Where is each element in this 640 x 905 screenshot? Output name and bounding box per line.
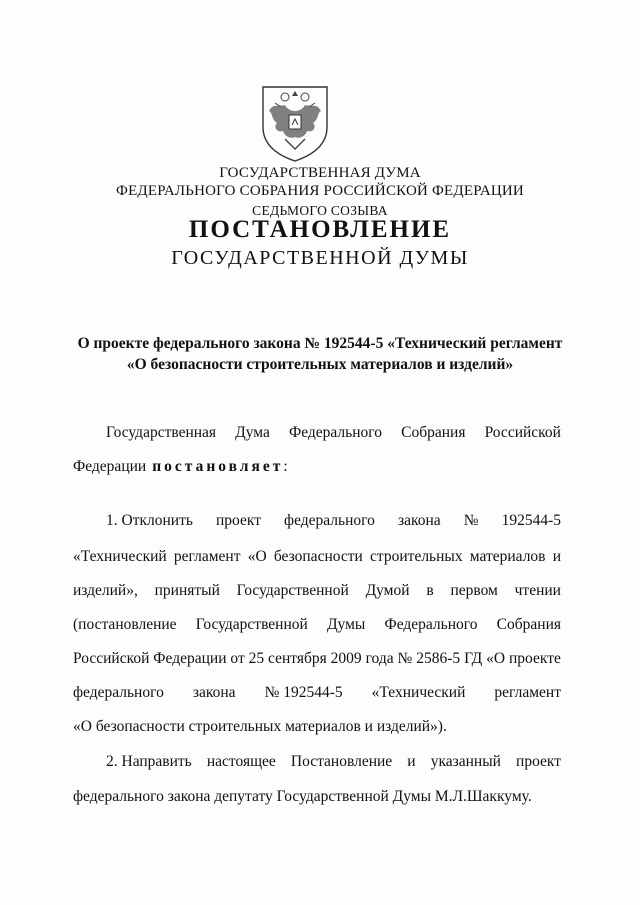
word: безопасности [273,548,363,565]
word: от [230,650,245,667]
word: закона [192,684,236,701]
word: «О [486,650,506,667]
item2-last-line-text: федерального закона депутату Государственной Думы М.Л.Шаккуму. [73,788,532,805]
word: регламент [494,684,561,701]
item1-line6 [73,682,561,704]
word: Государственной [236,582,349,599]
word: «Технический [73,548,167,565]
word: первом [450,582,498,599]
colon: : [283,458,288,475]
resolves-word: постановляет [152,458,284,475]
word: Федерации [153,650,227,667]
word: (постановление [73,616,177,633]
word: № [397,650,413,667]
word: 2586-5 [416,650,461,667]
org-name-line2: ФЕДЕРАЛЬНОГО СОБРАНИЯ РОССИЙСКОЙ ФЕДЕРАЦИИ [116,183,524,199]
word: 2009 [330,650,362,667]
word: Дума [235,424,270,441]
item1-line1 [106,510,561,532]
word: «О [247,548,267,565]
word: года [365,650,394,667]
word: 2. Направить [106,753,192,770]
word: Собрания [401,424,466,441]
word: настоящее [206,753,276,770]
word: Федерального [384,616,478,633]
word: Государственной [195,616,308,633]
intro-line2 [73,456,561,478]
word: Федерального [288,424,383,441]
word: «Технический [371,684,466,701]
word: 25 [248,650,265,667]
item1-line2 [73,546,561,568]
item1-line7 [73,716,561,738]
item2-line1 [106,751,561,773]
word: строительных [370,548,463,565]
word: Думой [365,582,410,599]
word: указанный [430,753,501,770]
word: № [463,512,479,529]
word: Российской [73,650,150,667]
word: чтении [514,582,561,599]
word: проекте [509,650,561,667]
word: и [407,753,416,770]
item1-line5 [73,648,561,670]
word: федерального [73,684,164,701]
word: Думы [326,616,366,633]
convocation-label: СЕДЬМОГО СОЗЫВА [252,203,388,218]
item1-last-line-text: «О безопасности строительных материалов и изделий»). [73,718,447,735]
word: Государственная [106,424,217,441]
word: Российской [484,424,561,441]
word: принятый [154,582,220,599]
subject-line2: «О безопасности строительных материалов и изделий» [126,356,514,373]
subject-line1: О проекте федерального закона № 192544-5 «Технический регламент [77,335,563,352]
word: Постановление [290,753,393,770]
org-name-line1: ГОСУДАРСТВЕННАЯ ДУМА [219,165,421,181]
document-subtitle: ГОСУДАРСТВЕННОЙ ДУМЫ [171,247,469,269]
word: федерального [284,512,375,529]
word: и [552,548,561,565]
intro-word: Федерации [73,458,147,475]
word: проект [516,753,561,770]
word: регламент [173,548,241,565]
word: 192544-5 [501,512,561,529]
word: проект [216,512,261,529]
document-title: ПОСТАНОВЛЕНИЕ [188,216,452,243]
word: ГД [464,650,483,667]
item2-line2 [73,786,561,808]
word: закона [397,512,441,529]
coat-of-arms-emblem-icon [259,83,331,163]
item1-line4 [73,614,561,636]
item1-line3 [73,580,561,602]
word: 1. Отклонить [106,512,193,529]
word: сентября [268,650,327,667]
word: изделий», [73,582,138,599]
word: Собрания [496,616,561,633]
word: в [426,582,434,599]
intro-line1 [106,422,561,444]
word: материалов [469,548,546,565]
word: № 192544-5 [264,684,343,701]
